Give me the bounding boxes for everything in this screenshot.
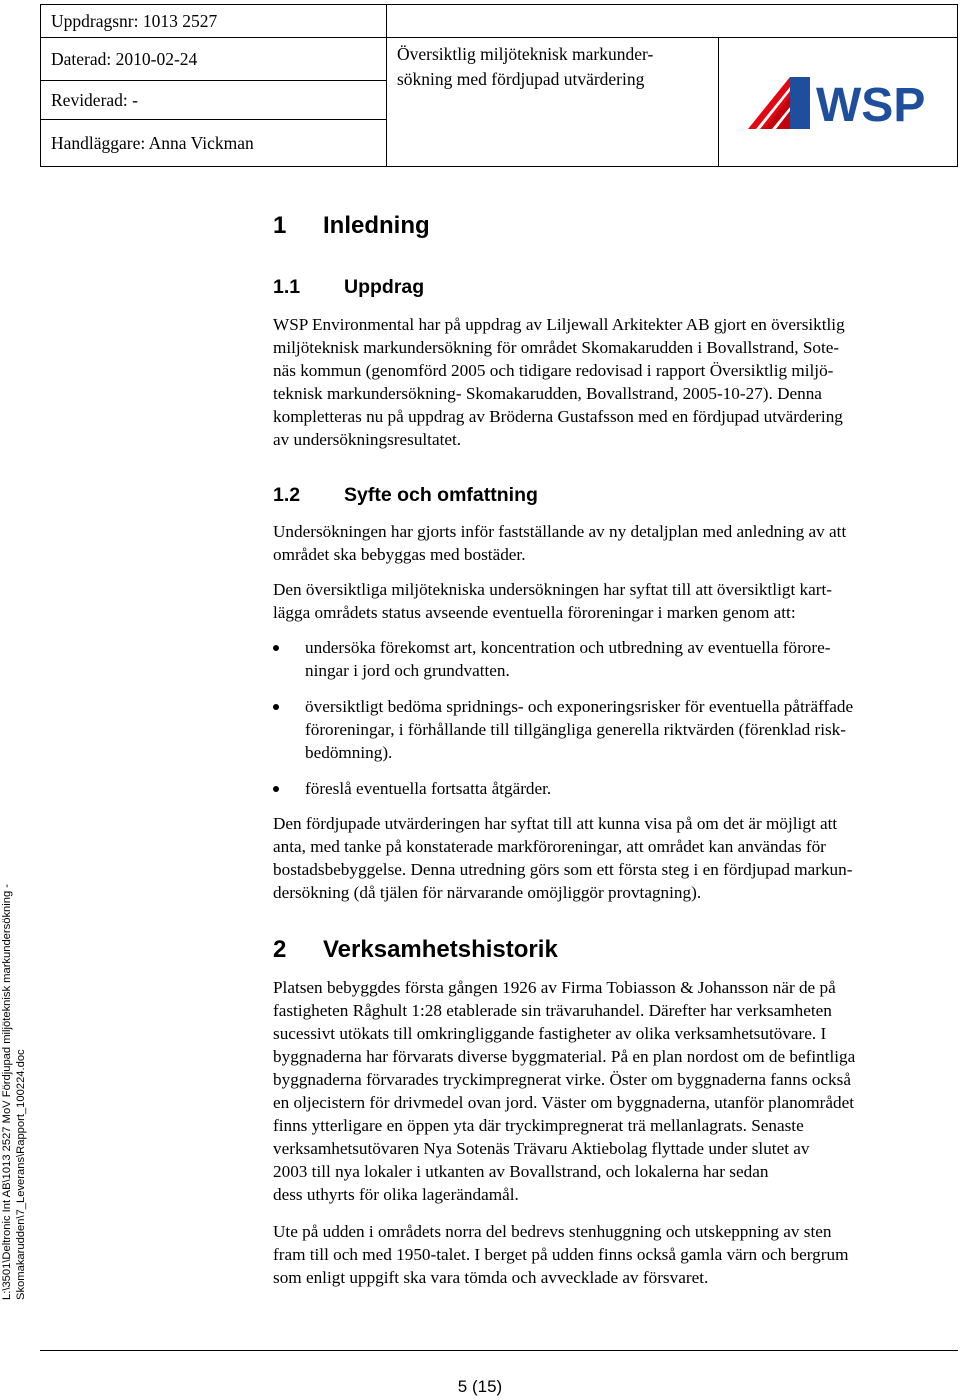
text-line: översiktligt bedöma spridnings- och exponeringsrisker för eventuella påträffade <box>305 697 854 716</box>
page-number: 5 (15) <box>457 1377 503 1396</box>
heading-number: 2 <box>273 936 287 963</box>
assignment-number: Uppdragsnr: 1013 2527 <box>40 4 387 38</box>
text-line: sucessivt utökats till omkringliggande fastigheter av olika verksamhetsutövare. I <box>273 1024 827 1043</box>
heading-title: Inledning <box>323 212 430 239</box>
text-line: en oljecistern för drivmedel ovan jord. Väster om byggnaderna, utanför planområdet <box>273 1093 855 1112</box>
text-line: näs kommun (genomförd 2005 och tidigare redovisad i rapport Översiktlig miljö- <box>273 361 834 380</box>
text-line: bostadsbebyggelse. Denna utredning görs som ett första steg i en fördjupad markun- <box>273 860 853 879</box>
footer-divider <box>40 1350 958 1351</box>
report-title-line2: sökning med fördjupad utvärdering <box>397 69 645 89</box>
paragraph-syfte-2 <box>273 578 953 624</box>
bullet-icon <box>273 704 279 710</box>
text-line: Platsen bebyggdes första gången 1926 av Firma Tobiasson & Johansson när de på <box>273 978 836 997</box>
text-line: bedömning). <box>305 743 393 762</box>
text-line: dersökning (då tjälen för närvarande omöjliggör provtagning). <box>273 883 702 902</box>
text-line: fram till och med 1950-talet. I berget på udden finns också gamla värn och bergrum <box>273 1245 849 1264</box>
text-line: föroreningar, i förhållande till tillgängliga generella riktvärden (förenklad risk- <box>305 720 846 739</box>
wsp-logo <box>746 71 930 133</box>
text-line: finns ytterligare en öppen yta där tryckimpregnerat trä mellanlagrats. Senaste <box>273 1116 804 1135</box>
text-line: verksamhetsutövaren Nya Sotenäs Trävaru Aktiebolag flyttade under slutet av <box>273 1139 810 1158</box>
text-line: föreslå eventuella fortsatta åtgärder. <box>305 779 552 798</box>
report-title-line1: Översiktlig miljöteknisk markunder- <box>397 44 654 64</box>
text-line: 2003 till nya lokaler i utkanten av Bovallstrand, och lokalerna har sedan <box>273 1162 769 1181</box>
paragraph-syfte-3 <box>273 812 953 904</box>
heading-section-1 <box>273 212 430 240</box>
heading-section-1-1 <box>273 276 424 299</box>
text-line: anta, med tanke på konstaterade markföroreningar, att området kan användas för <box>273 837 826 856</box>
file-path-line1: L:\3501\Deltronic Int AB\1013 2527 MoV Fördjupad miljöteknisk markundersökning - <box>1 883 13 1300</box>
heading-section-1-2 <box>273 484 538 507</box>
text-line: undersöka förekomst art, koncentration och utbredning av eventuella förore- <box>305 638 831 657</box>
report-title <box>386 37 719 167</box>
text-line: Ute på udden i områdets norra del bedrevs stenhuggning och utskeppning av sten <box>273 1222 832 1241</box>
text-line: som enligt uppgift ska vara tömda och avvecklade av försvaret. <box>273 1268 709 1287</box>
text-line: området ska bebyggas med bostäder. <box>273 545 526 564</box>
bullet-item <box>273 636 953 682</box>
date-field: Daterad: 2010-02-24 <box>40 37 387 81</box>
text-line: miljöteknisk markundersökning för området Skomakarudden i Bovallstrand, Sote- <box>273 338 840 357</box>
file-path-margin <box>0 880 40 1300</box>
header-empty-cell <box>386 4 958 38</box>
paragraph-historik-2 <box>273 1220 953 1289</box>
bullet-item <box>273 777 953 800</box>
heading-number: 1.1 <box>273 276 301 298</box>
text-line: lägga områdets status avseende eventuella föroreningar i marken genom att: <box>273 603 796 622</box>
text-line: byggnaderna har förvarats diverse byggmaterial. På en plan nordost om de befintliga <box>273 1047 856 1066</box>
text-line: Undersökningen har gjorts inför fastställande av ny detaljplan med anledning av att <box>273 522 847 541</box>
bullet-item <box>273 695 953 764</box>
text-line: kompletteras nu på uppdrag av Bröderna Gustafsson med en fördjupad utvärdering <box>273 407 843 426</box>
text-line: av undersökningsresultatet. <box>273 430 462 449</box>
paragraph-historik-1 <box>273 976 953 1206</box>
text-line: Den fördjupade utvärderingen har syftat till att kunna visa på om det är möjligt att <box>273 814 838 833</box>
wsp-logo-mark <box>748 77 810 129</box>
text-line: teknisk markundersökning- Skomakarudden, Bovallstrand, 2005-10-27). Denna <box>273 384 822 403</box>
logo-cell <box>718 37 958 167</box>
heading-section-2 <box>273 936 558 964</box>
heading-title: Syfte och omfattning <box>344 484 538 506</box>
text-line: Den översiktliga miljötekniska undersökningen har syftat till att översiktligt kart- <box>273 580 832 599</box>
revised-field: Reviderad: - <box>40 80 387 120</box>
bullet-icon <box>273 786 279 792</box>
file-path-line2: Skomakarudden\7_Leverans\Rapport_100224.doc <box>15 1049 27 1300</box>
document-header <box>40 4 958 167</box>
heading-number: 1.2 <box>273 484 301 506</box>
handler-field: Handläggare: Anna Vickman <box>40 119 387 167</box>
paragraph-syfte-1 <box>273 520 953 566</box>
bullet-icon <box>273 645 279 651</box>
paragraph-uppdrag <box>273 313 953 451</box>
wsp-logo-text: WSP <box>816 79 926 132</box>
heading-title: Verksamhetshistorik <box>323 936 558 963</box>
text-line: fastigheten Råghult 1:28 etablerade sin trävaruhandel. Därefter har verksamheten <box>273 1001 832 1020</box>
text-line: dess uthyrts för olika lagerändamål. <box>273 1185 519 1204</box>
text-line: WSP Environmental har på uppdrag av Liljewall Arkitekter AB gjort en översiktlig <box>273 315 845 334</box>
heading-title: Uppdrag <box>344 276 425 298</box>
text-line: byggnaderna förvarades tryckimpregnerat virke. Öster om byggnaderna fanns också <box>273 1070 851 1089</box>
heading-number: 1 <box>273 212 287 239</box>
text-line: ningar i jord och grundvatten. <box>305 661 510 680</box>
